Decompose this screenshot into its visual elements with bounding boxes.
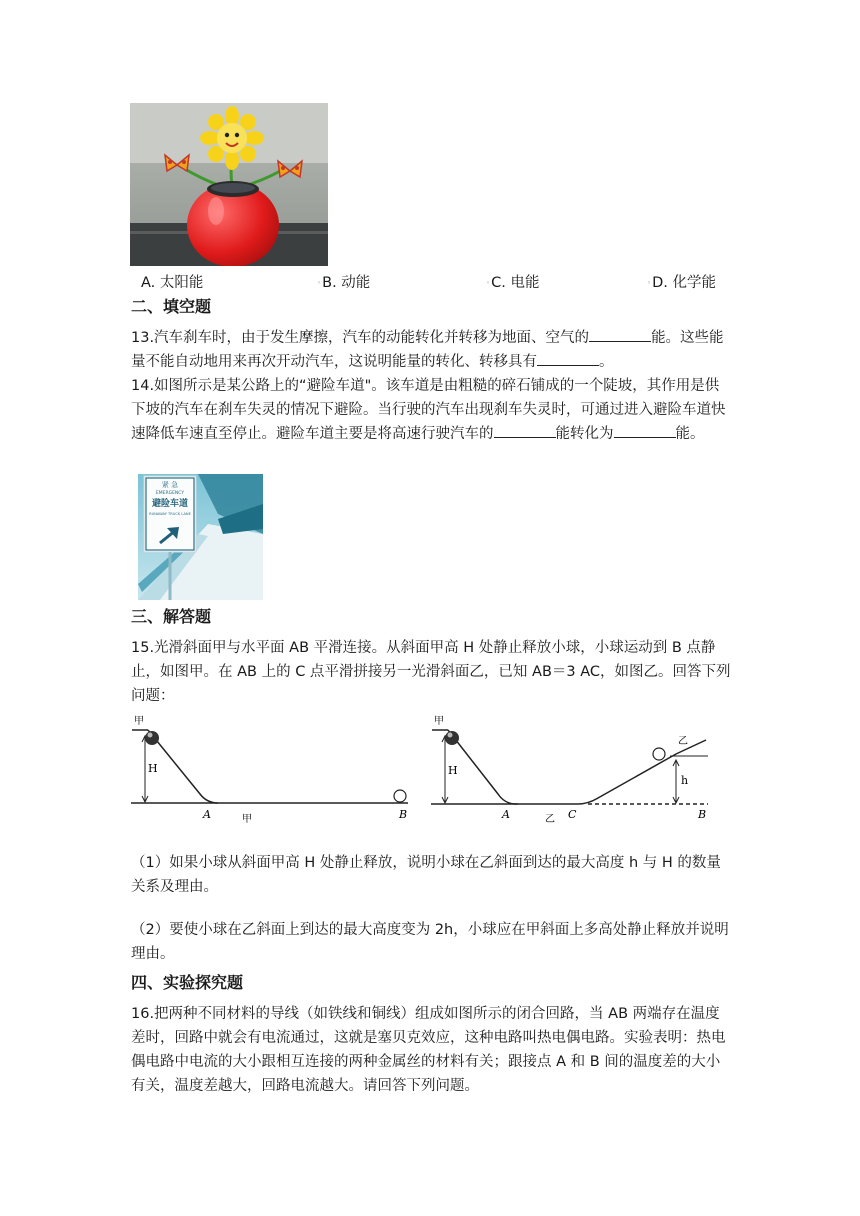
sign-text-urgent: 紧 急: [161, 481, 179, 489]
label-H: H: [148, 762, 158, 775]
section-heading-fill: 二、填空题: [131, 297, 212, 316]
solar-flower-photo: [130, 103, 328, 266]
diagram-slope-jia: [128, 714, 418, 830]
question-15-stem: 15.光滑斜面甲与水平面 AB 平滑连接。从斜面甲高 H 处静止释放小球，小球运动到 B 点静止，如图甲。在 AB 上的 C 点平滑拼接另一光滑斜面乙，已知 AB＝3 AC，如图乙。回答下列问题：: [131, 640, 731, 704]
sign-text-emergency: EMERGENCY: [155, 491, 185, 496]
sign-text-escape-lane: 避险车道: [151, 499, 188, 509]
label-jia-slope: 甲: [134, 716, 144, 727]
question-15-part-1: （1）如果小球从斜面甲高 H 处静止释放，说明小球在乙斜面到达的最大高度 h 与 H 的数量关系及理由。: [131, 855, 721, 895]
label-A-2: A: [502, 808, 510, 821]
label-jia-slope-2: 甲: [434, 716, 444, 727]
option-c: ◦C. 电能: [486, 275, 540, 291]
question-16: 16.把两种不同材料的导线（如铁线和铜线）组成如图所示的闭合回路，当 AB 两端存在温度差时，回路中就会有电流通过，这就是塞贝克效应，这种电路叫热电偶电路。实验表明：热电偶电路中电流的大小跟相互连接的两种金属丝的材料有关；跟接点 A 和 B 间的温度差的大小有关，温度差越大，回路电流越大。请回答下列问题。: [131, 1006, 726, 1094]
label-h: h: [681, 774, 689, 787]
section-heading-experiment: 四、实验探究题: [131, 973, 244, 992]
label-yi-slope: 乙: [678, 736, 688, 747]
section-heading-answer: 三、解答题: [131, 607, 212, 626]
blank[interactable]: [589, 327, 651, 342]
label-C: C: [568, 808, 577, 821]
blank[interactable]: [614, 423, 676, 438]
blank[interactable]: [537, 351, 599, 366]
label-B-2: B: [698, 808, 707, 821]
option-a: A. 太阳能: [141, 275, 204, 291]
caption-yi: 乙: [545, 814, 555, 825]
label-H-2: H: [448, 764, 458, 777]
question-14: 14.如图所示是某公路上的“避险车道"。该车道是由粗糙的碎石铺成的一个陡坡，其作用是供下坡的汽车在刹车失灵的情况下避险。当行驶的汽车出现刹车失灵时，可通过进入避险车道快速降低车速直至停止。避险车道主要是将高速行驶汽车的 能转化为 能。: [131, 378, 726, 442]
label-B: B: [399, 808, 408, 821]
sign-text-runaway: RUNAWAY TRUCK LANE: [149, 512, 191, 516]
question-15-part-2: （2）要使小球在乙斜面上到达的最大高度变为 2h，小球应在甲斜面上多高处静止释放并说明理由。: [131, 922, 729, 962]
label-A: A: [203, 808, 211, 821]
escape-ramp-photo: [138, 474, 263, 600]
diagram-slope-yi: [428, 714, 720, 830]
option-b: ◦B. 动能: [317, 275, 371, 291]
question-13: 13.汽车刹车时，由于发生摩擦，汽车的动能转化并转移为地面、空气的 能。这些能量不能自动地用来再次开动汽车，这说明能量的转化、转移具有 。: [131, 326, 731, 374]
arrow-up-right-icon: [152, 524, 186, 546]
blank[interactable]: [494, 423, 556, 438]
option-d: ◦D. 化学能: [647, 275, 717, 291]
caption-jia: 甲: [242, 814, 252, 825]
